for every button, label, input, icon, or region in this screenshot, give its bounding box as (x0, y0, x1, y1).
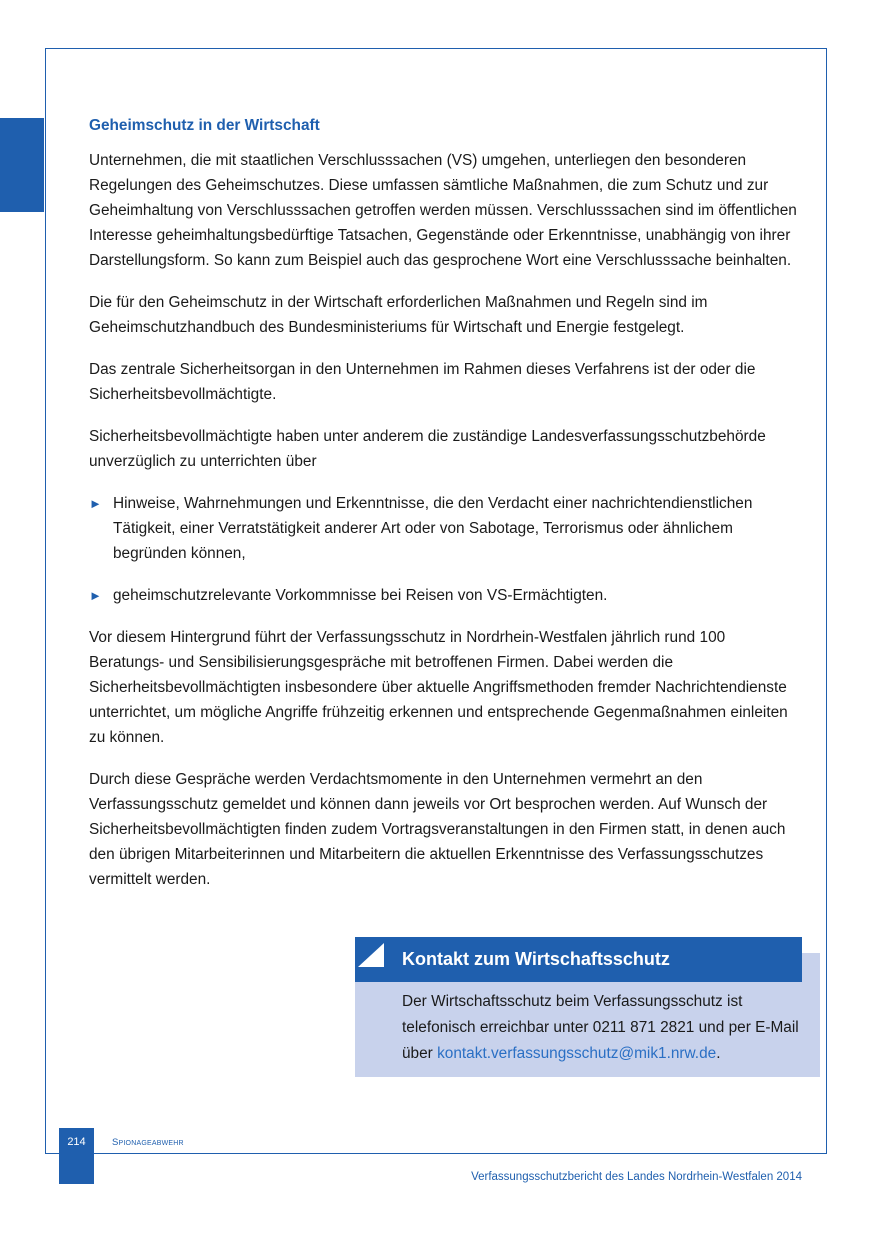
list-item-text: Hinweise, Wahrnehmungen und Erkenntnisse, die den Verdacht einer nachrichtendienstlichen Tätigkeit, einer Verratstätigkeit anderer Art oder von Sabotage, Terrorismus oder ähnlichem begründen können, (113, 495, 753, 562)
paragraph: Sicherheitsbevollmächtigte haben unter anderem die zuständige Landesverfassungsschutzbehörde unverzüglich zu unterrichten über (89, 428, 766, 470)
paragraph: Durch diese Gespräche werden Verdachtsmomente in den Unternehmen vermehrt an den Verfassungsschutz gemeldet und können dann jeweils vor Ort besprochen werden. Auf Wunsch der Sicherheitsbevollmächtigten finden zudem Vortragsveranstaltungen in den Firmen statt, in denen auch den übrigen Mitarbeiterinnen und Mitarbeitern die aktuellen Erkenntnisse des Verfassungsschutzes vermittelt werden. (89, 771, 786, 888)
corner-triangle-icon (358, 943, 384, 967)
arrow-right-icon: ► (89, 496, 102, 511)
contact-box (355, 937, 820, 1077)
list-item (89, 583, 804, 608)
section-heading: Geheimschutz in der Wirtschaft (89, 117, 320, 134)
contact-text: Der Wirtschaftsschutz beim Verfassungsschutz ist telefonisch erreichbar unter 0211 871 2821 und per E-Mail über (402, 993, 799, 1062)
contact-box-header (355, 937, 802, 982)
page-number-box (59, 1128, 94, 1184)
contact-box-body (402, 989, 812, 1067)
arrow-right-icon: ► (89, 588, 102, 603)
section-label: Spionageabwehr (112, 1137, 184, 1148)
list-item-text: geheimschutzrelevante Vorkommnisse bei Reisen von VS-Ermächtigten. (113, 587, 608, 604)
contact-box-title: Kontakt zum Wirtschaftsschutz (402, 949, 670, 969)
paragraph: Unternehmen, die mit staatlichen Verschlusssachen (VS) umgehen, unterliegen den besonderen Regelungen des Geheimschutzes. Diese umfassen sämtliche Maßnahmen, die zum Schutz und zur Geheimhaltung von Verschlusssachen getroffen werden müssen. Verschlusssachen sind im öffentlichen Interesse geheimhaltungsbedürftige Tatsachen, Gegenstände oder Erkenntnisse, unabhängig von ihrer Darstellungsform. So kann zum Beispiel auch das gesprochene Wort eine Verschlusssache beinhalten. (89, 152, 797, 269)
list-item (89, 491, 804, 566)
page-number: 214 (67, 1136, 86, 1148)
contact-text-end: . (716, 1045, 721, 1062)
main-content (89, 116, 804, 909)
paragraph: Die für den Geheimschutz in der Wirtschaft erforderlichen Maßnahmen und Regeln sind im Geheimschutzhandbuch des Bundesministeriums für Wirtschaft und Energie festgelegt. (89, 294, 708, 336)
bullet-list (89, 491, 804, 608)
chapter-side-tab (0, 118, 44, 212)
paragraph: Vor diesem Hintergrund führt der Verfassungsschutz in Nordrhein-Westfalen jährlich rund 100 Beratungs- und Sensibilisierungsgespräche mit betroffenen Firmen. Dabei werden die Sicherheitsbevollmächtigten insbesondere über aktuelle Angriffsmethoden fremder Nachrichtendienste unterrichtet, um mögliche Angriffe frühzeitig erkennen und entsprechende Gegenmaßnahmen einleiten zu können. (89, 629, 788, 746)
contact-email-link[interactable]: kontakt.verfassungsschutz@mik1.nrw.de (437, 1045, 717, 1062)
paragraph: Das zentrale Sicherheitsorgan in den Unternehmen im Rahmen dieses Verfahrens ist der oder die Sicherheitsbevollmächtigte. (89, 361, 756, 403)
publication-title: Verfassungsschutzbericht des Landes Nordrhein-Westfalen 2014 (471, 1171, 802, 1183)
